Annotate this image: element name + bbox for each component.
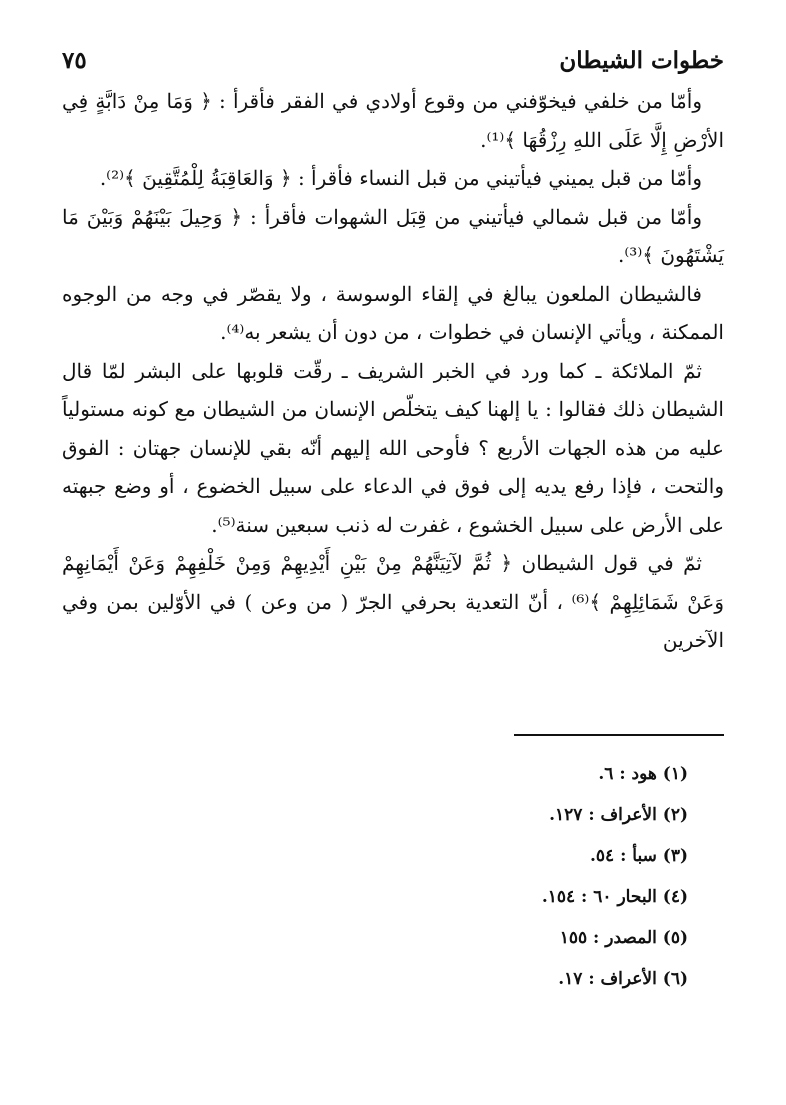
footnote: (٣) سبأ : ٥٤. [589,845,688,866]
paragraph: وأمّا من قبل يميني فيأتيني من قبل النساء فأقرأ : ﴿ وَالعَاقِبَةُ لِلْمُتَّقِينَ ﴾⁽²⁾. [99,166,702,190]
footnotes-list [62,754,724,1000]
footnote: (٤) البحار ٦٠ : ١٥٤. [541,886,688,907]
footnote: (١) هود : ٦. [598,763,688,784]
paragraph: فالشيطان الملعون يبالغ في إلقاء الوسوسة ، ولا يقصّر في وجه من الوجوه الممكنة ، ويأتي الإنسان في خطوات ، من دون أن يشعر به⁽⁴⁾. [62,281,724,344]
footnote: (٥) المصدر : ١٥٥ [559,927,688,948]
paragraph: وأمّا من خلفي فيخوّفني من وقوع أولادي في الفقر فأقرأ : ﴿ وَمَا مِنْ دَابَّةٍ فِي الأرْضِ إِلَّا عَلَى اللهِ رِزْقُهَا ﴾⁽¹⁾. [62,89,724,152]
paragraph: ثمّ في قول الشيطان ﴿ ثُمَّ لآتِيَنَّهُمْ مِنْ بَيْنِ أَيْدِيهِمْ وَمِنْ خَلْفِهِمْ وَعَنْ أَيْمَانِهِمْ وَعَنْ شَمَائِلِهِمْ ﴾⁽⁶⁾ ، أنّ التعدية بحرفي الجرّ ( من وعن ) في الأوّلين بمن وفي الآخرين [62,551,725,652]
book-page [62,40,724,1065]
paragraph: وأمّا من قبل شمالي فيأتيني من قِبَل الشهوات فأقرأ : ﴿ وَحِيلَ بَيْنَهُمْ وَبَيْنَ مَا يَشْتَهُونَ ﴾⁽³⁾. [62,204,724,267]
footnote-separator-row [62,660,724,754]
footnote-divider [514,734,724,736]
footnote: (٢) الأعراف : ١٢٧. [549,804,688,825]
footnote: (٦) الأعراف : ١٧. [558,968,688,989]
paragraph: ثمّ الملائكة ـ كما ورد في الخبر الشريف ـ رقّت قلوبها على البشر لمّا قال الشيطان ذلك فقالوا : يا إلهنا كيف يتخلّص الإنسان من الشيطان مع كونه مستولياً عليه من هذه الجهات الأربع ؟ فأوحى الله إليهم أنّه بقي للإنسان جهتان : الفوق والتحت ، فإذا رفع يديه إلى فوق في الدعاء على سبيل الخضوع ، أو وضع جبهته على الأرض على سبيل الخشوع ، غفرت له ذنب سبعين سنة⁽⁵⁾. [62,358,724,537]
page-number: ٧٥ [62,47,87,74]
page-header [62,40,724,80]
running-title: خطوات الشيطان [559,47,724,74]
body-text [62,82,724,660]
